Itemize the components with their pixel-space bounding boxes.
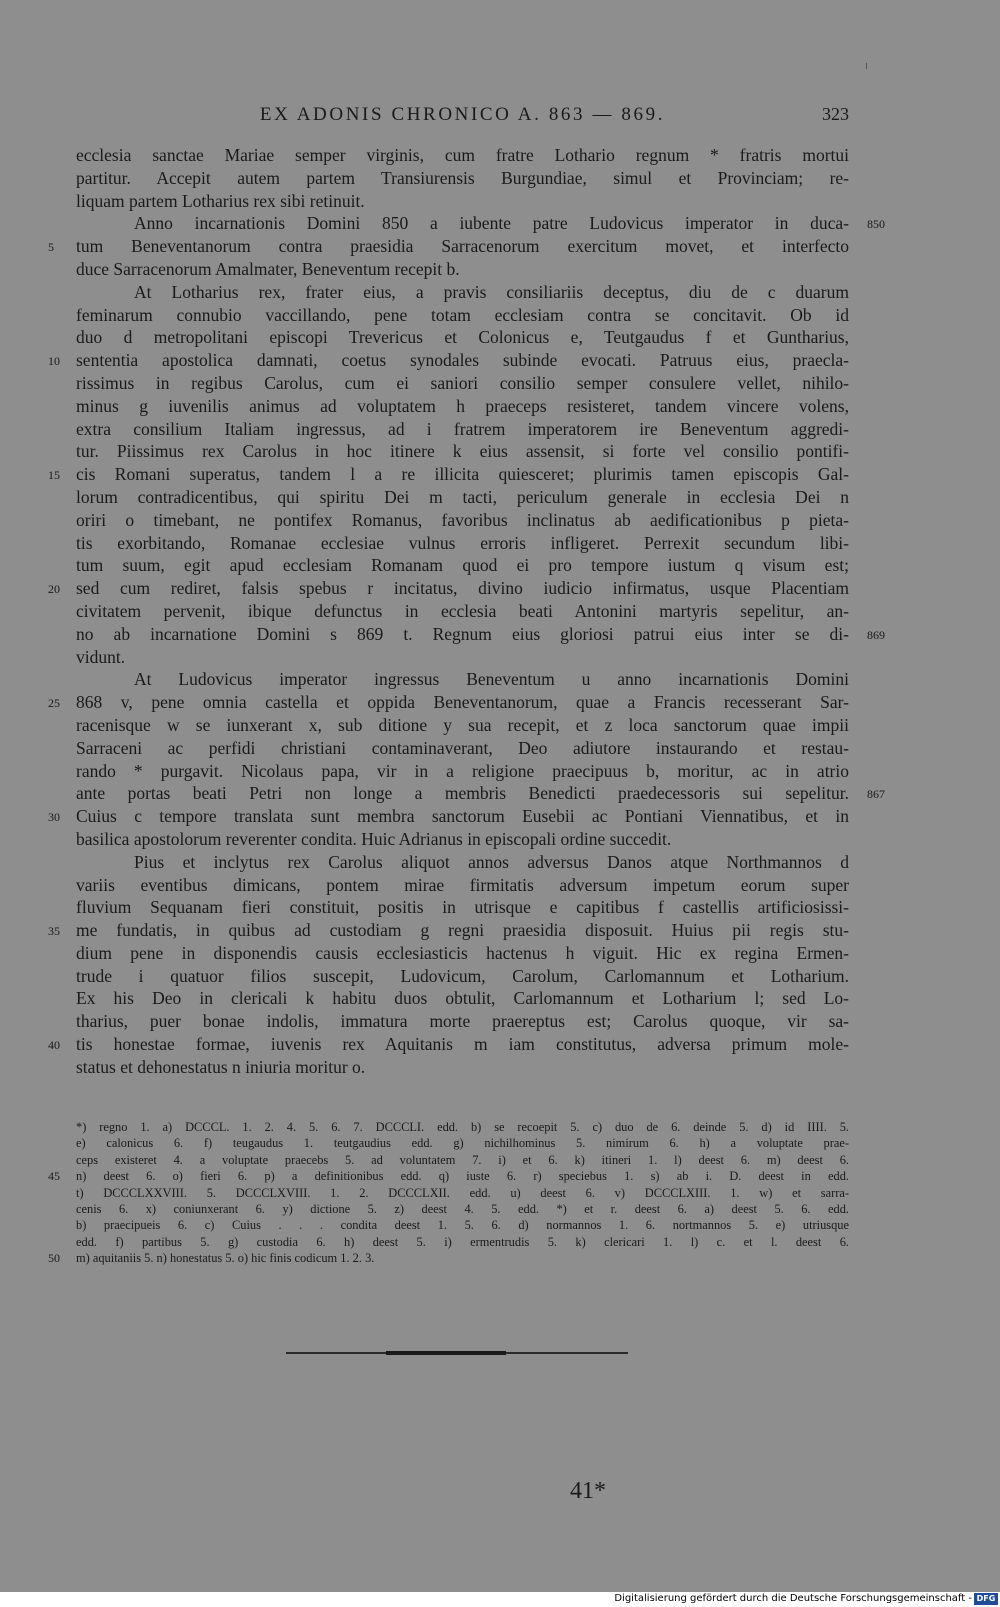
line-number: 50 xyxy=(48,1251,60,1266)
line-text: no ab incarnatione Domini s 869 t. Regnum eius gloriosi patrui eius inter se di- xyxy=(76,623,849,644)
line-text: lorum contradicentibus, qui spiritu Dei m tacti, periculum generale in ecclesia Dei n xyxy=(76,486,849,507)
margin-year: 850 xyxy=(867,217,885,232)
line-number: 10 xyxy=(48,354,60,369)
text-line xyxy=(48,919,849,942)
footnote-line xyxy=(76,1152,849,1168)
line-text: tis exorbitando, Romanae ecclesiae vulnus erroris infligeret. Perrexit secundum libi- xyxy=(76,532,849,553)
line-text: tur. Piissimus rex Carolus in hoc itinere k eius assensit, si forte vel consilio pontifi- xyxy=(76,441,849,462)
text-line xyxy=(48,463,849,486)
footnote-text: cenis 6. x) coniunxerant 6. y) dictione 5. z) deest 4. 5. edd. *) et r. deest 6. a) deest 5. 6. edd. xyxy=(76,1201,849,1216)
text-line xyxy=(76,418,849,441)
footnote-line xyxy=(76,1217,849,1233)
footnote-line xyxy=(76,1234,849,1250)
line-text: cis Romani superatus, tandem l a re illicita quiesceret; plurimis tamen episcopis Gal- xyxy=(76,464,849,485)
signature-mark: 41* xyxy=(570,1478,606,1504)
text-line xyxy=(76,212,885,235)
text-line xyxy=(76,554,849,577)
text-line xyxy=(76,1010,849,1033)
line-text: dium pene in disponendis causis ecclesiasticis hactenus h viguit. Hic ex regina Ermen- xyxy=(76,942,849,963)
text-line xyxy=(76,782,885,805)
line-number: 5 xyxy=(48,240,54,255)
footer-bar xyxy=(0,1592,1000,1607)
line-number: 20 xyxy=(48,582,60,597)
line-text: extra consilium Italiam ingressus, ad i fratrem imperatorem ire Beneventum aggredi- xyxy=(76,418,849,439)
text-line xyxy=(76,760,849,783)
text-line xyxy=(76,737,849,760)
margin-year: 867 xyxy=(867,787,885,802)
separator-rule xyxy=(286,1352,628,1354)
footnote-line xyxy=(76,1135,849,1151)
footnote-text: *) regno 1. a) DCCCL. 1. 2. 4. 5. 6. 7. DCCCLI. edd. b) se recoepit 5. c) duo de 6. deinde 5. d) id IIII. 5. xyxy=(76,1120,849,1134)
footnote-text: m) aquitaniis 5. n) honestatus 5. o) hic finis codicum 1. 2. 3. xyxy=(76,1251,375,1266)
footnote-text: t) DCCCLXXVIII. 5. DCCCLXVIII. 1. 2. DCCCLXII. edd. u) deest 6. v) DCCCLXIII. 1. w) et sarra- xyxy=(76,1185,849,1200)
line-text: tis honestae formae, iuvenis rex Aquitanis m iam constitutus, adversa primum mole- xyxy=(76,1034,849,1055)
line-text: fluvium Sequanam fieri constituit, positis in utrisque e capitibus f castellis artificiosissi- xyxy=(76,897,849,918)
line-text: 868 v, pene omnia castella et oppida Beneventanorum, quae a Francis recesserant Sar- xyxy=(76,692,849,713)
line-text: oriri o timebant, ne pontifex Romanus, favoribus inclinatus ab aedificationibus p pieta- xyxy=(76,509,849,530)
line-text: ante portas beati Petri non longe a membris Benedicti praedecessoris sui sepelitur. xyxy=(76,783,849,804)
footnote-text: e) calonicus 6. f) teugaudus 1. teutgaudius edd. g) nichilhominus 5. nimirum 6. h) a voluptate prae- xyxy=(76,1136,849,1151)
line-text: me fundatis, in quibus ad custodiam g regni praesidia disposuit. Huius pii regis stu- xyxy=(76,920,849,941)
text-line xyxy=(76,281,849,304)
line-text: racenisque w se iunxerant x, sub ditione y sua recepit, et z loca sanctorum quae impii xyxy=(76,714,849,735)
text-line xyxy=(48,235,849,258)
text-line xyxy=(76,486,849,509)
text-line xyxy=(76,896,849,919)
line-text: civitatem pervenit, ibique defunctus in ecclesia beati Antonini martyris sepelitur, an- xyxy=(76,600,849,621)
line-text: status et dehonestatus n iniuria moritur o. xyxy=(76,1056,366,1077)
text-line xyxy=(76,874,849,897)
text-line xyxy=(76,942,849,965)
line-text: duo d metropolitani episcopi Trevericus et Colonicus e, Teutgaudus f et Guntharius, xyxy=(76,327,849,348)
text-line xyxy=(76,144,849,167)
footnote-text: b) praecipueis 6. c) Cuius . . . condita deest 1. 5. 6. d) normannos 1. 6. nortmannos 5. e) utriusque xyxy=(76,1218,849,1233)
line-number: 30 xyxy=(48,810,60,825)
line-text: duce Sarracenorum Amalmater, Beneventum recepit b. xyxy=(76,258,460,279)
scan-mark xyxy=(866,63,867,69)
text-line xyxy=(48,805,849,828)
line-text: Anno incarnationis Domini 850 a iubente patre Ludovicus imperator in duca- xyxy=(134,213,849,234)
text-line xyxy=(76,714,849,737)
text-line xyxy=(48,349,849,372)
footnote-text: ceps existeret 4. a voluptate praecebs 5. ad voluntatem 7. i) et 6. k) itineri 1. l) deest 6. m) deest 6. xyxy=(76,1152,849,1167)
main-text xyxy=(48,144,885,1079)
line-text: Pius et inclytus rex Carolus aliquot annos adversus Danos atque Northmannos d xyxy=(134,851,849,872)
text-line xyxy=(76,258,849,281)
footer-credit: Digitalisierung gefördert durch die Deutsche Forschungsgemeinschaft - xyxy=(614,1593,972,1604)
line-text: basilica apostolorum reverenter condita. Huic Adrianus in episcopali ordine succedit. xyxy=(76,828,672,849)
text-line xyxy=(76,1056,849,1079)
line-text: Ex his Deo in clericali k habitu duos obtulit, Carlomannum et Lotharium l; sed Lo- xyxy=(76,988,849,1009)
text-line xyxy=(76,304,849,327)
text-line xyxy=(76,668,849,691)
line-text: variis eventibus dimicans, pontem mirae firmitatis adversum impetum eorum super xyxy=(76,874,849,895)
page-title: EX ADONIS CHRONICO A. 863 — 869. xyxy=(259,104,666,125)
running-head xyxy=(76,104,849,130)
line-text: feminarum connubio vaccillando, pene totam ecclesiam contra se concitavit. Ob id xyxy=(76,304,849,325)
line-number: 15 xyxy=(48,468,60,483)
line-text: rissimus in regibus Carolus, cum ei saniori consilio semper consulere vellet, nihilo- xyxy=(76,372,849,393)
text-line xyxy=(48,577,849,600)
text-line xyxy=(76,372,849,395)
line-number: 35 xyxy=(48,924,60,939)
text-line xyxy=(76,167,849,190)
footnote-line xyxy=(76,1119,849,1135)
margin-year: 869 xyxy=(867,627,885,642)
text-line xyxy=(76,326,849,349)
text-line xyxy=(76,851,849,874)
line-text: tum Beneventanorum contra praesidia Sarracenorum exercitum movet, et interfecto xyxy=(76,236,849,257)
line-text: liquam partem Lotharius rex sibi retinuit. xyxy=(76,190,365,211)
line-text: vidunt. xyxy=(76,646,126,667)
text-line xyxy=(76,532,849,555)
footnote-line xyxy=(48,1168,849,1184)
text-line xyxy=(76,828,849,851)
line-text: rando * purgavit. Nicolaus papa, vir in a religione praecipuus b, moritur, ac in atrio xyxy=(76,760,849,781)
footnotes xyxy=(48,1119,849,1267)
line-text: Cuius c tempore translata sunt membra sanctorum Eusebii ac Pontiani Viennatibus, et in xyxy=(76,806,849,827)
line-text: trude i quatuor filios suscepit, Ludovicum, Carolum, Carlomannum et Lotharium. xyxy=(76,965,849,986)
line-number: 40 xyxy=(48,1038,60,1053)
footnote-text: edd. f) partibus 5. g) custodia 6. h) deest 5. i) ermentrudis 5. k) clericari 1. l) c. et l. deest 6. xyxy=(76,1234,849,1249)
text-line xyxy=(76,190,849,213)
text-line xyxy=(76,965,849,988)
text-line xyxy=(76,987,849,1010)
line-text: At Ludovicus imperator ingressus Beneventum u anno incarnationis Domini xyxy=(134,669,849,690)
text-line xyxy=(76,623,885,646)
line-text: tum suum, egit apud ecclesiam Romanam quod ei pro tempore iustum q visum est; xyxy=(76,555,849,576)
footnote-line xyxy=(76,1201,849,1217)
footnote-text: n) deest 6. o) fieri 6. p) a definitionibus edd. q) iuste 6. r) speciebus 1. s) ab i. D. deest in edd. xyxy=(76,1169,849,1184)
dfg-logo: DFG xyxy=(974,1593,998,1605)
text-line xyxy=(48,1033,849,1056)
page-number: 323 xyxy=(822,104,849,124)
line-text: At Lotharius rex, frater eius, a pravis consiliariis deceptus, diu de c duarum xyxy=(134,281,849,302)
line-text: partitur. Accepit autem partem Transiurensis Burgundiae, simul et Provinciam; re- xyxy=(76,167,849,188)
text-line xyxy=(76,440,849,463)
line-text: sententia apostolica damnati, coetus synodales subinde evocati. Patruus eius, praecla- xyxy=(76,350,849,371)
line-text: Sarraceni ac perfidi christiani contaminaverant, Deo adiutore instaurando et restau- xyxy=(76,737,849,758)
text-line xyxy=(76,646,849,669)
text-line xyxy=(76,600,849,623)
footnote-line xyxy=(76,1185,849,1201)
line-text: ecclesia sanctae Mariae semper virginis, cum fratre Lothario regnum * fratris mortui xyxy=(76,145,849,165)
line-text: tharius, puer bonae indolis, immatura morte praereptus est; Carolus quoque, vir sa- xyxy=(76,1011,849,1032)
line-text: sed cum rediret, falsis spebus r incitatus, divino iudicio infirmatus, usque Placentiam xyxy=(76,578,849,599)
text-line xyxy=(76,395,849,418)
line-number: 45 xyxy=(48,1169,60,1184)
text-line xyxy=(76,509,849,532)
line-text: minus g iuvenilis animus ad voluptatem h praeceps resisteret, tandem vincere volens, xyxy=(76,395,849,416)
text-line xyxy=(48,691,849,714)
footnote-line xyxy=(48,1250,849,1266)
line-number: 25 xyxy=(48,696,60,711)
